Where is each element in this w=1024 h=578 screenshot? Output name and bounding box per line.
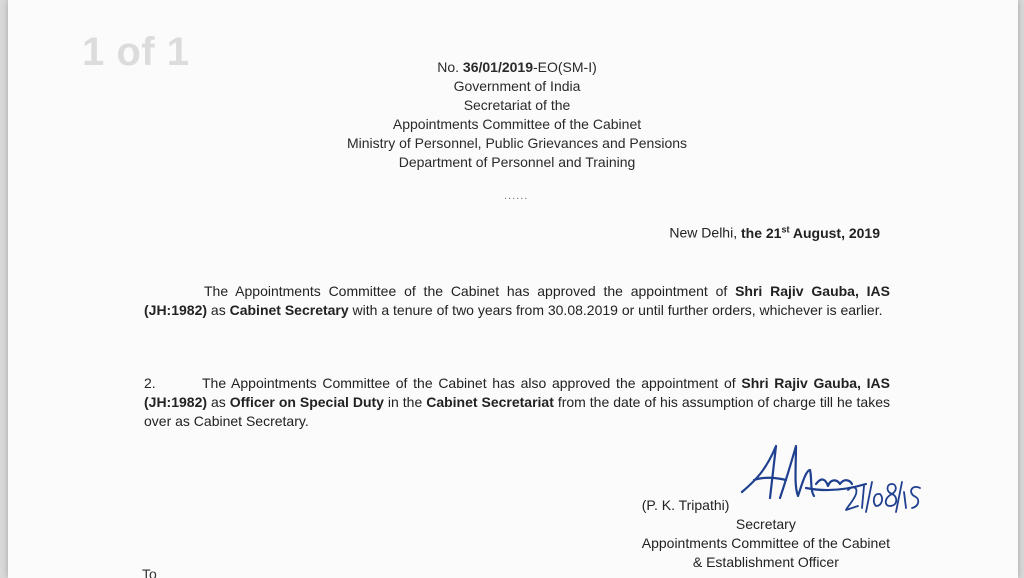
p2-number: 2. (144, 375, 156, 391)
header-line-committee: Appointments Committee of the Cabinet (392, 116, 642, 132)
paragraph-2 (144, 374, 890, 431)
p2-text-4: from the date of his assumption of charge till he takes over as Cabinet Secretary. (144, 394, 890, 429)
dateline-date (741, 225, 880, 241)
signature-block (568, 440, 898, 578)
signatory-committee: Appointments Committee of the Cabinet (641, 535, 890, 551)
signatory-designation: Secretary (735, 516, 796, 532)
p1-text-2: as (207, 302, 230, 318)
dateline-place: New Delhi, (669, 224, 741, 241)
header-line-department: Department of Personnel and Training (398, 154, 636, 170)
paragraph-1 (144, 282, 890, 320)
dateline (669, 224, 880, 241)
p2-text-1: The Appointments Committee of the Cabinet has also approved the appointment of (202, 375, 742, 391)
p2-text-3: in the (383, 394, 427, 410)
header-line-government: Government of India (453, 78, 581, 94)
page-counter: 1 of 1 (82, 30, 190, 74)
addressee-heading: To (142, 566, 157, 578)
order-prefix: No. (437, 59, 463, 75)
p2-office: Cabinet Secretariat (426, 394, 554, 410)
p1-officer-name: Shri Rajiv Gauba, IAS (JH:1982) (144, 283, 891, 318)
p1-text-1: The Appointments Committee of the Cabinet has approved the appointment of (204, 283, 736, 299)
order-number-line (8, 58, 1018, 77)
order-suffix: -EO(SM-I) (533, 59, 597, 75)
order-number: 36/01/2019 (462, 59, 533, 75)
header-line-secretariat: Secretariat of the (463, 97, 571, 113)
document-page (8, 0, 1018, 578)
header-separator: ...... (504, 190, 529, 202)
header-line-ministry: Ministry of Personnel, Public Grievances and Pensions (346, 135, 688, 151)
dateline-month-year: August, 2019 (789, 224, 880, 241)
p1-post: Cabinet Secretary (229, 302, 349, 318)
p2-text-2: as (207, 394, 230, 410)
signatory-role: & Establishment Officer (692, 554, 839, 570)
p2-post: Officer on Special Duty (229, 394, 384, 410)
dateline-ordinal: st (781, 224, 790, 234)
p1-text-3: with a tenure of two years from 30.08.2019 or until further orders, whichever is earlier. (348, 302, 883, 318)
dateline-day: the 21 (741, 224, 782, 241)
signatory-details (642, 496, 890, 572)
signatory-name: (P. K. Tripathi) (641, 497, 730, 513)
p2-officer-name: Shri Rajiv Gauba, IAS (JH:1982) (144, 375, 890, 410)
letterhead (8, 58, 1018, 172)
